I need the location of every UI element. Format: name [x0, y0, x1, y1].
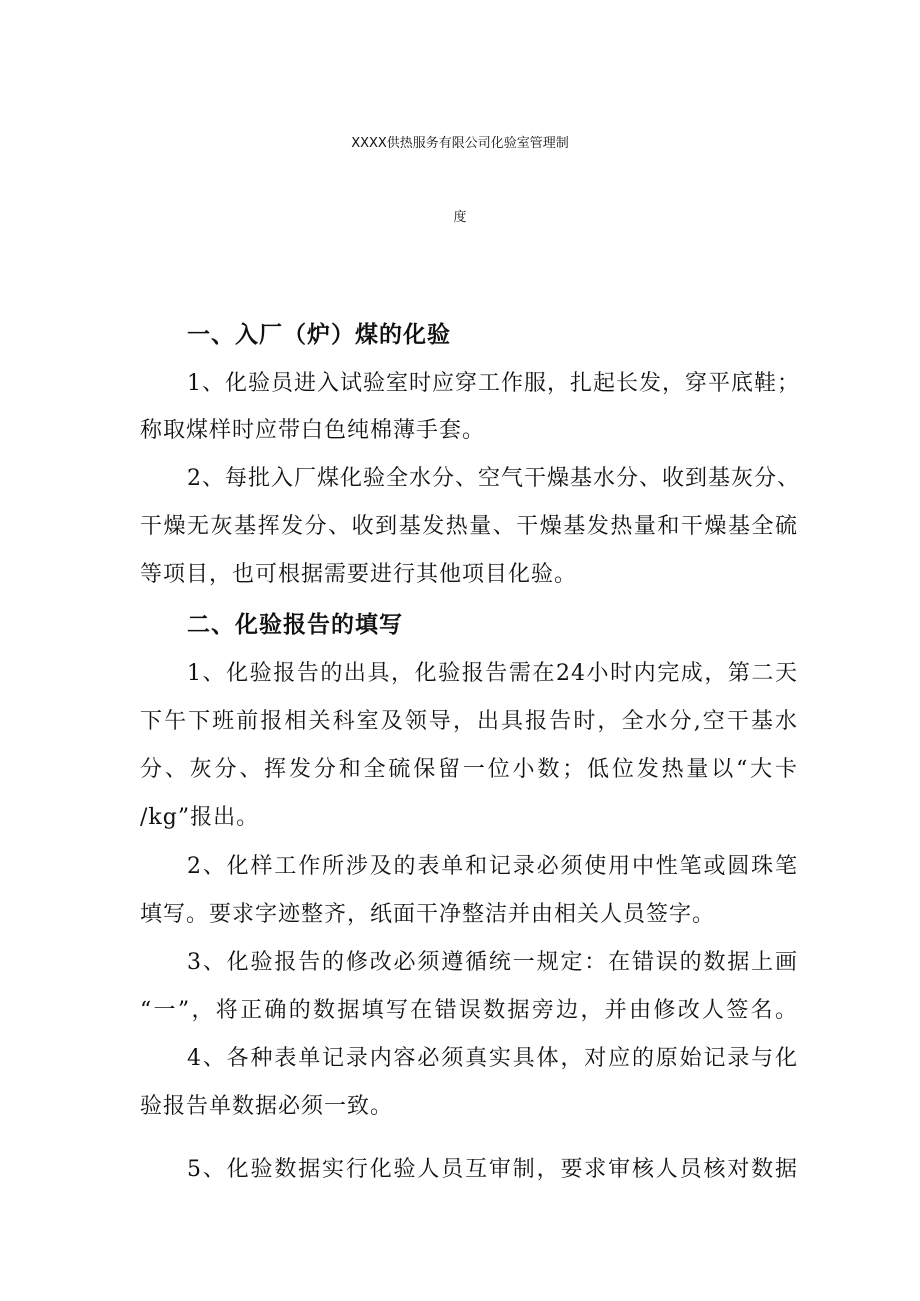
paragraph-line: /kg”报出。	[140, 805, 260, 830]
paragraph-line: 填写。要求字迹整齐，纸面干净整洁并由相关人员签字。	[140, 902, 716, 927]
paragraph-line: “一”，将正确的数据填写在错误数据旁边，并由修改人签名。	[140, 998, 798, 1023]
document-title-line-1: XXXX供热服务有限公司化验室管理制	[351, 136, 569, 151]
paragraph-line: 5、化验数据实行化验人员互审制，要求审核人员核对数据	[187, 1157, 798, 1182]
paragraph-line: 1、化验报告的出具，化验报告需在24小时内完成，第二天	[187, 661, 798, 686]
paragraph-line: 分、灰分、挥发分和全硫保留一位小数；低位发热量以“大卡	[140, 757, 798, 782]
paragraph-line: 4、各种表单记录内容必须真实具体，对应的原始记录与化	[187, 1046, 798, 1071]
document-title-line-2: 度	[453, 210, 467, 225]
paragraph-line: 2、每批入厂煤化验全水分、空气干燥基水分、收到基灰分、	[187, 466, 800, 491]
paragraph-line: 等项目，也可根据需要进行其他项目化验。	[140, 562, 578, 587]
section-heading-coal-testing: 一、入厂（炉）煤的化验	[187, 322, 451, 348]
paragraph-line: 称取煤样时应带白色纯棉薄手套。	[140, 418, 486, 443]
paragraph-line: 2、化样工作所涉及的表单和记录必须使用中性笔或圆珠笔	[187, 854, 798, 879]
paragraph-line: 验报告单数据必须一致。	[140, 1094, 394, 1119]
paragraph-line: 下午下班前报相关科室及领导，出具报告时，全水分,空干基水	[140, 709, 798, 734]
paragraph-line: 干燥无灰基挥发分、收到基发热量、干燥基发热量和干燥基全硫	[140, 514, 798, 539]
paragraph-line: 1、化验员进入试验室时应穿工作服，扎起长发，穿平底鞋；	[187, 371, 800, 396]
paragraph-line: 3、化验报告的修改必须遵循统一规定：在错误的数据上画	[187, 950, 798, 975]
section-heading-report-filling: 二、化验报告的填写	[187, 612, 403, 638]
